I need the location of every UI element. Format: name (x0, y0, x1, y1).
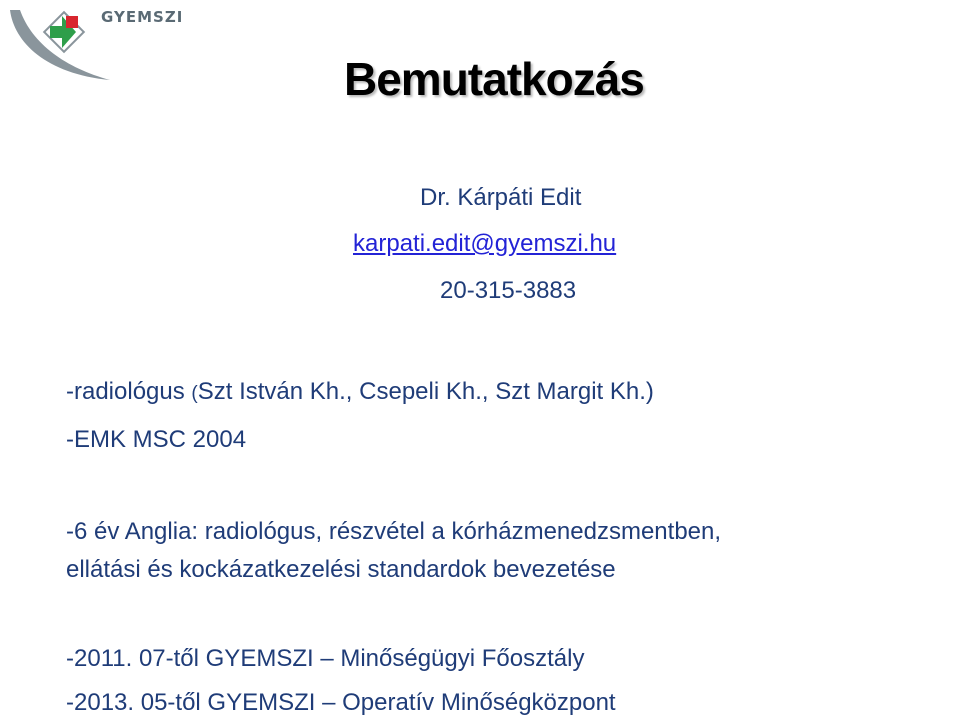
item-2013-line: -2013. 05-től GYEMSZI – Operatív Minőségközpont (66, 689, 616, 716)
anglia-line-2: ellátási és kockázatkezelési standardok bevezetése (66, 556, 616, 583)
page-title: Bemutatkozás (344, 53, 644, 105)
radiologist-paren: ( (191, 383, 198, 404)
contact-email-link[interactable]: karpati.edit@gyemszi.hu (353, 230, 617, 257)
item-2011-line: -2011. 07-től GYEMSZI – Minőségügyi Főosztály (66, 645, 585, 672)
radiologist-line (66, 378, 654, 406)
radiologist-prefix: -radiológus (66, 378, 192, 405)
radiologist-hospitals: Szt István Kh., Csepeli Kh., Szt Margit Kh.) (197, 378, 654, 405)
gyemszi-logo (6, 2, 216, 84)
contact-name: Dr. Kárpáti Edit (420, 184, 582, 211)
logo-red-block-icon (66, 16, 78, 28)
logo-text: GYEMSZI (101, 8, 184, 26)
contact-phone: 20-315-3883 (440, 277, 577, 304)
anglia-line-1: -6 év Anglia: radiológus, részvétel a kórházmenedzsmentben, (66, 518, 722, 545)
emk-line: -EMK MSC 2004 (66, 426, 247, 453)
